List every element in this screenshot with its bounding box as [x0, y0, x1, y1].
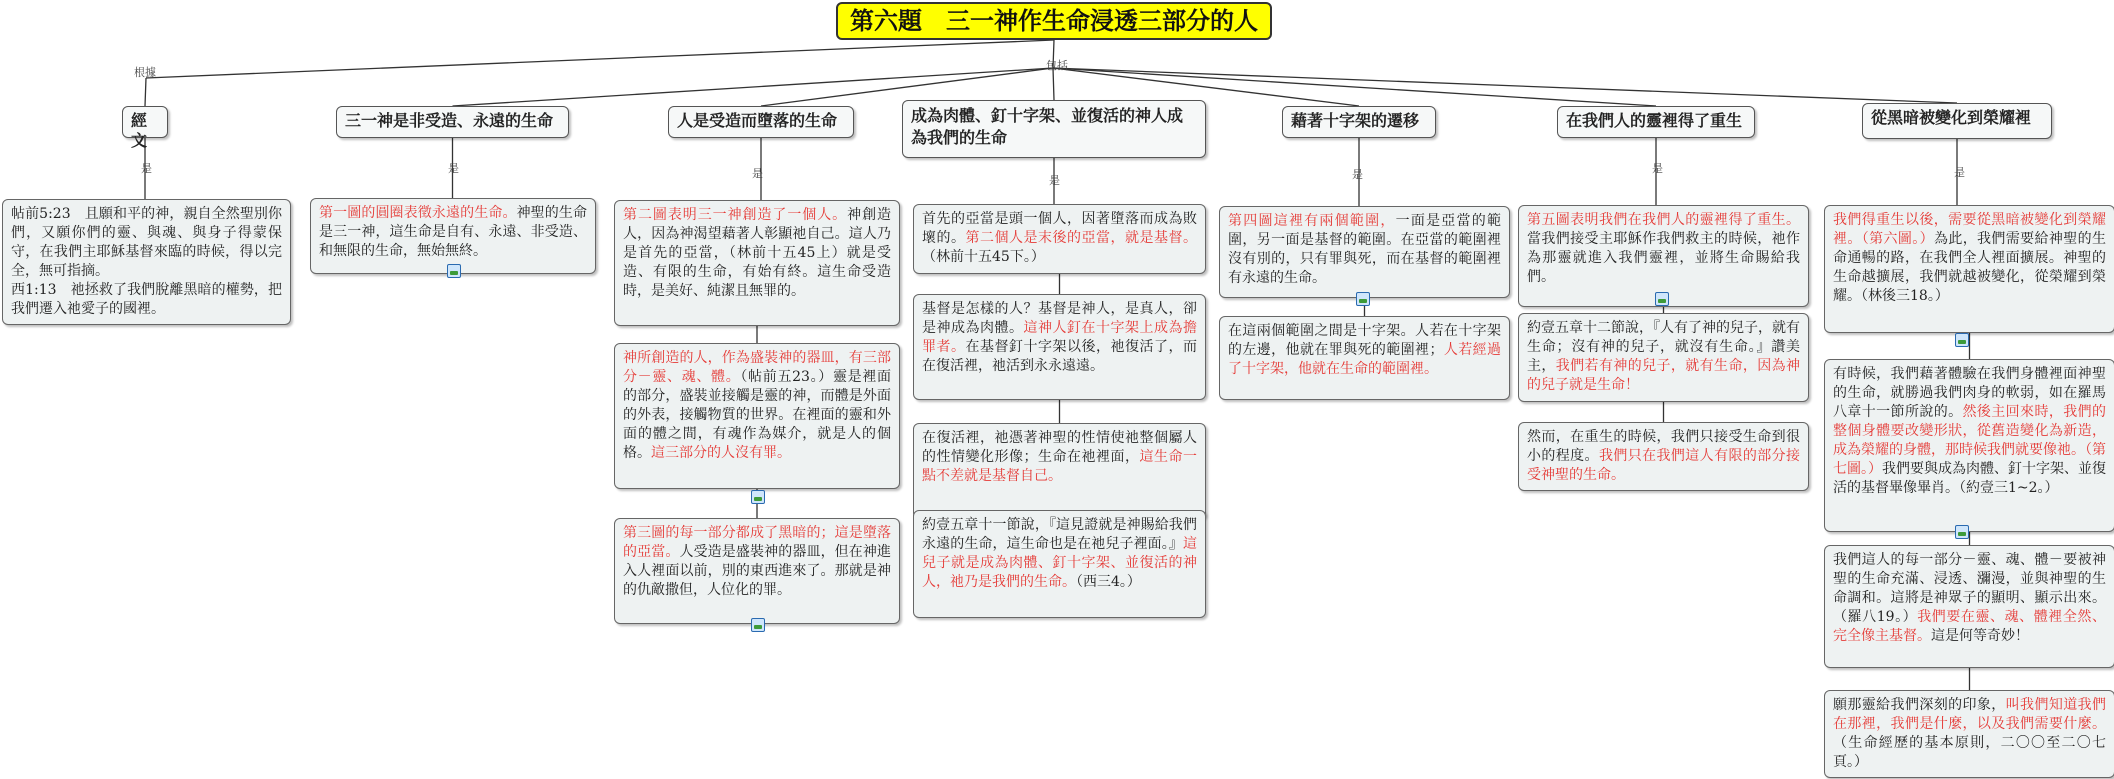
note-box[interactable] — [1824, 545, 2114, 668]
note-text: 這是何等奇妙！ — [1931, 628, 2029, 644]
note-text: 在基督釘十字架以後，祂復活了，而在復活裡，祂活到永永遠遠。 — [922, 339, 1197, 374]
highlighted-text: 第二圖表明三一神創造了一個人。 — [623, 207, 848, 223]
note-text: 首先的亞當是頭一個人，因著墮落而成為敗壞的。 — [922, 211, 1197, 246]
connector-root-to-scripture — [146, 40, 1054, 78]
note-text: 神聖的生命是三一神，這生命是自有、永遠、非受造、和無限的生命，無始無終。 — [319, 205, 588, 259]
note-box[interactable] — [1518, 422, 1809, 491]
link-label-is-4: 是 — [1049, 174, 1060, 187]
connector-basis-to-heading — [145, 78, 146, 106]
note-text: 在這兩個範圍之間是十字架。人若在十字架的左邊，他就在罪與死的範圍裡； — [1228, 323, 1501, 358]
note-box[interactable] — [1219, 316, 1510, 400]
note-box[interactable] — [1518, 313, 1809, 402]
note-box[interactable] — [913, 423, 1206, 519]
image-attachment-icon[interactable] — [447, 264, 461, 278]
highlighted-text: 這神人釘在十字架上成為擔罪者。 — [922, 320, 1197, 355]
image-attachment-icon[interactable] — [751, 490, 765, 504]
note-box[interactable] — [310, 198, 596, 274]
note-box[interactable] — [913, 510, 1206, 618]
note-text: （林前十五45下。） — [922, 249, 1045, 265]
note-box[interactable] — [1824, 690, 2114, 778]
highlighted-text: 第五圖表明我們在我們人的靈裡得了重生。 — [1527, 212, 1800, 228]
highlighted-text: 第一圖的圓圈表徵永遠的生命。 — [319, 205, 517, 221]
highlighted-text: 叫我們知道我們在那裡，我們是什麼，以及我們需要什麼。 — [1833, 697, 2107, 732]
highlighted-text: 然後主回來時，我們的整個身體要改變形狀，從舊造變化為新造，成為榮耀的身體，那時候我們就要像祂。（第七圖。） — [1833, 404, 2106, 477]
highlighted-text: 這兒子就是成為肉體、釘十字架、並復活的神人，祂乃是我們的生命。 — [922, 536, 1197, 590]
highlighted-text: 我們若有神的兒子，就有生命，因為神的兒子就是生命！ — [1527, 358, 1801, 393]
note-text: 約壹五章十一節說，『這見證就是神賜給我們永遠的生命，這生命也是在祂兒子裡面。』 — [922, 517, 1197, 552]
link-label-basis: 根據 — [134, 66, 156, 79]
note-box[interactable] — [913, 204, 1206, 274]
note-text: 為此，我們需要給神聖的生命通暢的路，在我們全人裡面擴展。神聖的生命越擴展，我們就越被變化，從榮耀到榮耀。（林後三18。） — [1833, 231, 2107, 304]
image-attachment-icon[interactable] — [751, 618, 765, 632]
highlighted-text: 第二個人是末後的亞當，就是基督。 — [965, 230, 1197, 246]
highlighted-text: 我們得重生以後，需要從黑暗被變化到榮耀裡。（第六圖。） — [1833, 212, 2106, 247]
note-text: 神創造人，因為神渴望藉著人彰顯祂自己。這人乃是首先的亞當，（林前十五45上）就是受造、有限的生命，有始有終。這生命受造時，是美好、純潔且無罪的。 — [623, 207, 892, 299]
highlighted-text: 第三圖的每一部分都成了黑暗的；這是墮落的亞當。 — [623, 525, 891, 560]
note-text: （西三4。） — [1076, 574, 1141, 590]
image-attachment-icon[interactable] — [1955, 525, 1969, 539]
root-topic[interactable]: 第六題 三一神作生命浸透三部分的人 — [836, 2, 1272, 40]
topic-heading-2[interactable]: 三一神是非受造、永遠的生命 — [336, 106, 569, 138]
note-text: 我們要與成為肉體、釘十字架、並復活的基督畢像畢肖。（約壹三1~2。） — [1833, 461, 2106, 496]
note-text: 然而，在重生的時候，我們只接受生命到很小的程度。 — [1527, 429, 1800, 464]
link-label-is-2: 是 — [448, 162, 459, 175]
note-text: 基督是怎樣的人？基督是神人，是真人，卻是神成為肉體。 — [922, 301, 1197, 336]
note-box[interactable] — [1824, 359, 2114, 532]
image-attachment-icon[interactable] — [1955, 333, 1969, 347]
note-text: 有時候，我們藉著體驗在我們身體裡面神聖的生命，就勝過我們肉身的軟弱，如在羅馬八章十一節所說的。 — [1833, 366, 2106, 420]
link-label-is-6: 是 — [1652, 162, 1663, 175]
topic-heading-1[interactable]: 經文 — [122, 106, 168, 138]
highlighted-text: 第四圖這裡有兩個範圍， — [1228, 213, 1396, 229]
note-text: （生命經歷的基本原則，二〇〇至二〇七頁。） — [1833, 735, 2106, 770]
note-box[interactable] — [2, 199, 291, 325]
note-text: 一面是亞當的範圍，另一面是基督的範圍。在亞當的範圍裡沒有別的，只有罪與死，而在基督的範圍裡有永遠的生命。 — [1228, 213, 1502, 286]
note-box[interactable] — [1824, 205, 2114, 333]
link-label-is-5: 是 — [1352, 168, 1363, 181]
highlighted-text: 這生命一點不差就是基督自己。 — [922, 449, 1197, 484]
note-text: 在復活裡，祂憑著神聖的性情使祂整個屬人的性情變化形像；生命在祂裡面， — [922, 430, 1197, 465]
image-attachment-icon[interactable] — [1356, 292, 1370, 306]
note-text: （帖前五23。）靈是裡面的部分，盛裝並接觸是靈的神，而體是外面的外表，接觸物質的世界。在裡面的靈和外面的體之間，有魂作為媒介，就是人的個格。 — [623, 369, 891, 461]
highlighted-text: 我們要在靈、魂、體裡全然、完全像主基督。 — [1833, 609, 2106, 644]
note-text: 人受造是盛裝神的器皿，但在神進入人裡面以前，別的東西進來了。那就是神的仇敵撒但，人位化的罪。 — [623, 544, 892, 598]
note-text: 約壹五章十二節說，『人有了神的兒子，就有生命；沒有神的兒子，就沒有生命。』讚美主， — [1527, 320, 1800, 374]
connector-hub-to-heading-6 — [1053, 68, 1957, 103]
link-label-is-1: 是 — [141, 162, 152, 175]
link-label-is-7: 是 — [1954, 166, 1965, 179]
link-label-is-3: 是 — [752, 167, 763, 180]
note-text: 我們這人的每一部分－靈、魂、體－要被神聖的生命充滿、浸透、瀰漫，並與神聖的生命調和。這將是神眾子的顯明、顯示出來。（羅八19。） — [1833, 552, 2106, 625]
note-box[interactable] — [1219, 206, 1510, 298]
note-box[interactable] — [614, 518, 900, 624]
topic-heading-4[interactable]: 成為肉體、釘十字架、並復活的神人成為我們的生命 — [902, 100, 1206, 158]
note-text: 願那靈給我們深刻的印象， — [1833, 697, 2006, 713]
note-box[interactable] — [614, 343, 900, 489]
note-text: 西1:13 祂拯救了我們脫離黑暗的權勢，把我們遷入祂愛子的國裡。 — [11, 282, 282, 317]
highlighted-text: 人若經過了十字架，他就在生命的範圍裡。 — [1228, 342, 1502, 377]
image-attachment-icon[interactable] — [1655, 292, 1669, 306]
note-box[interactable] — [913, 294, 1206, 400]
topic-heading-3[interactable]: 人是受造而墮落的生命 — [668, 106, 854, 138]
note-box[interactable] — [614, 200, 900, 326]
note-text: 當我們接受主耶穌作我們救主的時候，祂作為那靈就進入我們靈裡，並將生命賜給我們。 — [1527, 231, 1800, 285]
topic-heading-6[interactable]: 在我們人的靈裡得了重生 — [1557, 106, 1755, 138]
topic-heading-5[interactable]: 藉著十字架的遷移 — [1282, 106, 1436, 138]
highlighted-text: 我們只在我們這人有限的部分接受神聖的生命。 — [1527, 448, 1801, 483]
link-label-includes: 包括 — [1046, 59, 1068, 72]
note-text: 帖前5:23 且願和平的神，親自全然聖別你們，又願你們的靈、與魂、與身子得蒙保守，在我們主耶穌基督來臨的時候，得以完全，無可指摘。 — [11, 206, 282, 279]
topic-heading-7[interactable]: 從黑暗被變化到榮耀裡 — [1862, 103, 2052, 139]
highlighted-text: 這三部分的人沒有罪。 — [651, 445, 791, 461]
highlighted-text: 神所創造的人，作為盛裝神的器皿，有三部分－靈、魂、體。 — [623, 350, 891, 385]
